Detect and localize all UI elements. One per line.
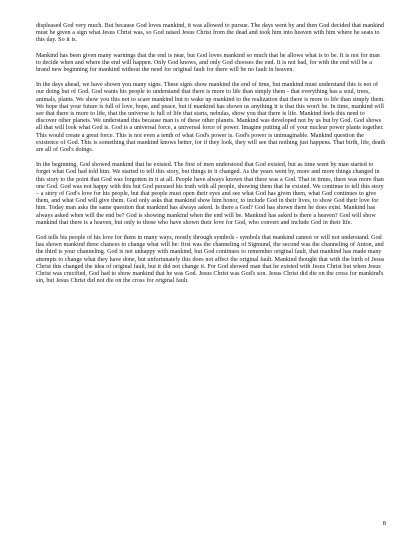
paragraph-4: In the beginning, God showed mankind that he existed. The first of men understood that God existed, but as time went by man started to forget what God had told him. We started to tell this story, but things in it changed. As the years went by, more and more things changed in this story to the point that God was forgotten in it at all. People have always known that there was a God. That in times, there was more than one God. God was not happy with this but God pursued his truth with all people, showing them that he existed. We continue to tell this story – a story of God's love for his people, but that people must open their eyes and see what God has given them, what God continues to give them, and what God will give them. God only asks that mankind show him honor, to include God in their lives, to show God their love for him. Today man asks the same question that mankind has always asked. Is there a God? God has shown them he does exist. Mankind has always asked when will the end be? God is showing mankind when the end will be. Mankind has asked is there a heaven? God will show mankind that there is a heaven, but only to those who have shown their love for God, who convert and include God in their life. [36, 162, 384, 226]
paragraph-5: God tells his people of his love for them in many ways, mostly through symbols - symbols that mankind cannot or will not understand. God has shown mankind three chances to change what will be: first was the channeling of Sigmund, the second was the channeling of Anton, and the third is your channeling. God is not unhappy with mankind, but God continues to remember original fault, that mankind has made many attempts to change what they have done, but unfortunately this does not affect the original fault. Mankind thought that with the birth of Jesus Christ this changed the idea of original fault, but it did not change it. For God showed man that he existed with Jesus Christ but when Jesus Christ was crucified, God had to show mankind that he was God. Jesus Christ was God's son. Jesus Christ did die on the cross for mankind's sin, but Jesus Christ did not die on the cross for original fault. [36, 235, 385, 285]
page-number: 8 [382, 520, 386, 527]
paragraph-2: Mankind has been given many warnings that the end is near, but God loves mankind so much that he allows what is to be. It is not for man to decide when and where the end will happen. Only God knows, and only God chooses the end. It is not bad, for with the end will be a brand new beginning for mankind without the need for original fault for there will be no fault in heaven. [36, 52, 380, 74]
paragraph-3: In the days ahead, we have shown you many signs. These signs show mankind the end of time, but mankind must understand this is not of our doing but of God. God wants his people to understand that there is more to life than simply them - that everything has a soul, trees, animals, plants. We show you this not to scare mankind but to wake up mankind to the realization that there is more to life than simply them. We hope that your future is full of love, hope, and peace, but if mankind has shown us anything it is that this won't be. In time, mankind will see that there is more to life, that the universe is full of life that starts, nebulas, show you that there is life. Mankind feels this need to discover other planets. We understand this because man is of these other planets. Mankind was developed not by us but by God. God shows all that will look what God is. God is a universal force, a universal force of power. Imagine putting all of your nuclear power plants together. This would create a great force. This is not even a tenth of what God's power is. God's power is unimaginable. Mankind question the existence of God. This is something that mankind knows better, for if they look, they will see that nothing just happens. That birth, life, death are all of God's doings. [36, 82, 386, 154]
paragraph-1: displeased God very much. But because God loves mankind, it was allowed to pursue. The days went by and then God decided that mankind must be given a sign what Jesus Christ was, so God raised Jesus Christ from the dead and took him into heaven with him where he seats to this day. So it is. [36, 23, 385, 44]
